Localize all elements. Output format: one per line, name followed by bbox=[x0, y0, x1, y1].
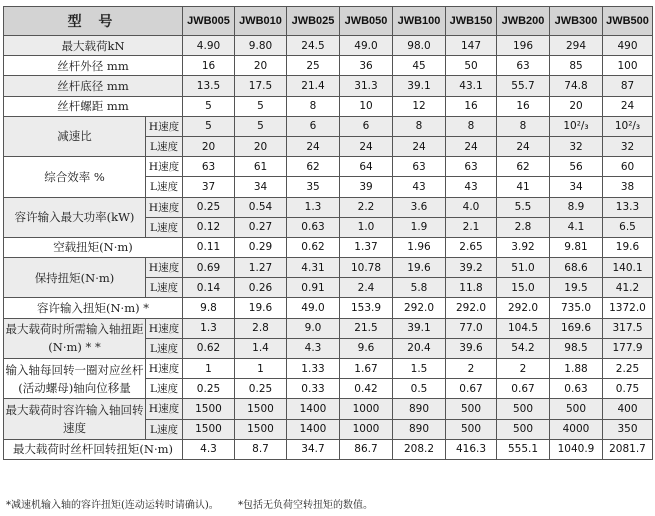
spec-row-screw_pitch bbox=[4, 96, 653, 116]
value-cell: 196 bbox=[497, 36, 550, 56]
header-model: JWB300 bbox=[550, 7, 603, 36]
value-cell: 34 bbox=[550, 177, 603, 197]
value-cell: 177.9 bbox=[603, 338, 653, 358]
value-cell: 63 bbox=[393, 157, 446, 177]
value-cell: 2 bbox=[446, 359, 497, 379]
speed-label: L速度 bbox=[146, 278, 183, 298]
value-cell: 61 bbox=[235, 157, 287, 177]
value-cell: 0.69 bbox=[183, 258, 235, 278]
spec-row-idle_torque bbox=[4, 237, 653, 257]
value-cell: 63 bbox=[446, 157, 497, 177]
value-cell: 5 bbox=[235, 116, 287, 136]
value-cell: 0.25 bbox=[183, 379, 235, 399]
value-cell: 153.9 bbox=[340, 298, 393, 318]
value-cell: 51.0 bbox=[497, 258, 550, 278]
row-label: 最大载荷kN bbox=[4, 36, 183, 56]
value-cell: 39.2 bbox=[446, 258, 497, 278]
value-cell: 0.54 bbox=[235, 197, 287, 217]
row-label: 丝杆螺距 mm bbox=[4, 96, 183, 116]
value-cell: 63 bbox=[497, 56, 550, 76]
spec-table-container bbox=[3, 6, 652, 460]
value-cell: 208.2 bbox=[393, 439, 446, 459]
value-cell: 0.63 bbox=[287, 217, 340, 237]
value-cell: 1.96 bbox=[393, 237, 446, 257]
value-cell: 19.6 bbox=[603, 237, 653, 257]
value-cell: 4.3 bbox=[183, 439, 235, 459]
value-cell: 0.91 bbox=[287, 278, 340, 298]
value-cell: 6.5 bbox=[603, 217, 653, 237]
value-cell: 8.7 bbox=[235, 439, 287, 459]
value-cell: 1 bbox=[183, 359, 235, 379]
value-cell: 68.6 bbox=[550, 258, 603, 278]
header-model: JWB150 bbox=[446, 7, 497, 36]
value-cell: 0.63 bbox=[550, 379, 603, 399]
value-cell: 49.0 bbox=[340, 36, 393, 56]
value-cell: 1500 bbox=[235, 399, 287, 419]
value-cell: 9.6 bbox=[340, 338, 393, 358]
row-label: 输入轴每回转一圈对应丝杆(活动螺母)轴向位移量 bbox=[4, 359, 146, 399]
header-model: JWB025 bbox=[287, 7, 340, 36]
value-cell: 9.8 bbox=[183, 298, 235, 318]
value-cell: 13.3 bbox=[603, 197, 653, 217]
value-cell: 292.0 bbox=[497, 298, 550, 318]
value-cell: 500 bbox=[497, 419, 550, 439]
spec-row-req_torque-0 bbox=[4, 318, 653, 338]
value-cell: 24.5 bbox=[287, 36, 340, 56]
header-row bbox=[4, 7, 653, 36]
value-cell: 16 bbox=[497, 96, 550, 116]
row-label: 最大载荷时所需输入轴扭距(N·m) * * bbox=[4, 318, 146, 358]
value-cell: 31.3 bbox=[340, 76, 393, 96]
value-cell: 37 bbox=[183, 177, 235, 197]
value-cell: 1400 bbox=[287, 419, 340, 439]
value-cell: 4.90 bbox=[183, 36, 235, 56]
value-cell: 12 bbox=[393, 96, 446, 116]
value-cell: 8 bbox=[393, 116, 446, 136]
value-cell: 500 bbox=[497, 399, 550, 419]
speed-label: H速度 bbox=[146, 197, 183, 217]
value-cell: 1.37 bbox=[340, 237, 393, 257]
value-cell: 20.4 bbox=[393, 338, 446, 358]
value-cell: 2.1 bbox=[446, 217, 497, 237]
value-cell: 8 bbox=[446, 116, 497, 136]
value-cell: 77.0 bbox=[446, 318, 497, 338]
value-cell: 36 bbox=[340, 56, 393, 76]
value-cell: 8.9 bbox=[550, 197, 603, 217]
value-cell: 10.78 bbox=[340, 258, 393, 278]
value-cell: 32 bbox=[550, 136, 603, 156]
value-cell: 41.2 bbox=[603, 278, 653, 298]
value-cell: 4.1 bbox=[550, 217, 603, 237]
value-cell: 1372.0 bbox=[603, 298, 653, 318]
value-cell: 8 bbox=[287, 96, 340, 116]
value-cell: 39.6 bbox=[446, 338, 497, 358]
value-cell: 24 bbox=[497, 136, 550, 156]
value-cell: 39.1 bbox=[393, 76, 446, 96]
footnote: *减速机输入轴的容许扭矩(连动运转时请确认)。 bbox=[6, 500, 219, 511]
speed-label: H速度 bbox=[146, 399, 183, 419]
spec-row-max_speed-0 bbox=[4, 399, 653, 419]
value-cell: 0.42 bbox=[340, 379, 393, 399]
spec-row-max_load bbox=[4, 36, 653, 56]
value-cell: 0.62 bbox=[183, 338, 235, 358]
value-cell: 500 bbox=[446, 399, 497, 419]
header-model: JWB005 bbox=[183, 7, 235, 36]
spec-row-efficiency-0 bbox=[4, 157, 653, 177]
value-cell: 43 bbox=[393, 177, 446, 197]
value-cell: 10²/₃ bbox=[550, 116, 603, 136]
value-cell: 20 bbox=[183, 136, 235, 156]
row-label: 保持扭矩(N·m) bbox=[4, 258, 146, 298]
value-cell: 39.1 bbox=[393, 318, 446, 338]
value-cell: 294 bbox=[550, 36, 603, 56]
value-cell: 735.0 bbox=[550, 298, 603, 318]
value-cell: 0.25 bbox=[235, 379, 287, 399]
value-cell: 8 bbox=[497, 116, 550, 136]
value-cell: 24 bbox=[603, 96, 653, 116]
value-cell: 4.3 bbox=[287, 338, 340, 358]
value-cell: 0.11 bbox=[183, 237, 235, 257]
value-cell: 0.67 bbox=[497, 379, 550, 399]
speed-label: H速度 bbox=[146, 116, 183, 136]
value-cell: 6 bbox=[287, 116, 340, 136]
value-cell: 24 bbox=[393, 136, 446, 156]
value-cell: 1000 bbox=[340, 419, 393, 439]
value-cell: 1.3 bbox=[183, 318, 235, 338]
speed-label: H速度 bbox=[146, 359, 183, 379]
value-cell: 292.0 bbox=[393, 298, 446, 318]
value-cell: 85 bbox=[550, 56, 603, 76]
value-cell: 2.8 bbox=[497, 217, 550, 237]
value-cell: 62 bbox=[287, 157, 340, 177]
speed-label: L速度 bbox=[146, 136, 183, 156]
value-cell: 317.5 bbox=[603, 318, 653, 338]
spec-row-disp_per_rev-0 bbox=[4, 359, 653, 379]
row-label: 减速比 bbox=[4, 116, 146, 156]
footnotes bbox=[6, 496, 373, 511]
value-cell: 1.27 bbox=[235, 258, 287, 278]
header-model: JWB100 bbox=[393, 7, 446, 36]
value-cell: 20 bbox=[235, 136, 287, 156]
value-cell: 9.80 bbox=[235, 36, 287, 56]
value-cell: 0.12 bbox=[183, 217, 235, 237]
value-cell: 43 bbox=[446, 177, 497, 197]
value-cell: 1.88 bbox=[550, 359, 603, 379]
value-cell: 1000 bbox=[340, 399, 393, 419]
speed-label: L速度 bbox=[146, 338, 183, 358]
value-cell: 41 bbox=[497, 177, 550, 197]
speed-label: H速度 bbox=[146, 318, 183, 338]
value-cell: 3.92 bbox=[497, 237, 550, 257]
row-label: 最大载荷时丝杆回转扭矩(N·m) bbox=[4, 439, 183, 459]
header-label: 型 号 bbox=[4, 7, 183, 36]
value-cell: 2.4 bbox=[340, 278, 393, 298]
value-cell: 0.26 bbox=[235, 278, 287, 298]
header-model: JWB200 bbox=[497, 7, 550, 36]
value-cell: 17.5 bbox=[235, 76, 287, 96]
value-cell: 19.6 bbox=[235, 298, 287, 318]
value-cell: 1500 bbox=[183, 419, 235, 439]
row-label: 丝杆外径 mm bbox=[4, 56, 183, 76]
value-cell: 2081.7 bbox=[603, 439, 653, 459]
value-cell: 5 bbox=[183, 116, 235, 136]
value-cell: 2.8 bbox=[235, 318, 287, 338]
value-cell: 16 bbox=[446, 96, 497, 116]
value-cell: 32 bbox=[603, 136, 653, 156]
value-cell: 24 bbox=[446, 136, 497, 156]
value-cell: 20 bbox=[235, 56, 287, 76]
spec-row-screw_root bbox=[4, 76, 653, 96]
value-cell: 5 bbox=[235, 96, 287, 116]
value-cell: 1.3 bbox=[287, 197, 340, 217]
value-cell: 0.33 bbox=[287, 379, 340, 399]
value-cell: 60 bbox=[603, 157, 653, 177]
value-cell: 0.25 bbox=[183, 197, 235, 217]
value-cell: 350 bbox=[603, 419, 653, 439]
value-cell: 555.1 bbox=[497, 439, 550, 459]
value-cell: 5 bbox=[183, 96, 235, 116]
value-cell: 62 bbox=[497, 157, 550, 177]
value-cell: 0.27 bbox=[235, 217, 287, 237]
value-cell: 3.6 bbox=[393, 197, 446, 217]
value-cell: 1500 bbox=[183, 399, 235, 419]
value-cell: 34.7 bbox=[287, 439, 340, 459]
header-model: JWB050 bbox=[340, 7, 393, 36]
value-cell: 63 bbox=[183, 157, 235, 177]
row-label: 综合效率 % bbox=[4, 157, 146, 197]
value-cell: 98.0 bbox=[393, 36, 446, 56]
value-cell: 0.14 bbox=[183, 278, 235, 298]
value-cell: 54.2 bbox=[497, 338, 550, 358]
value-cell: 86.7 bbox=[340, 439, 393, 459]
value-cell: 64 bbox=[340, 157, 393, 177]
speed-label: L速度 bbox=[146, 419, 183, 439]
value-cell: 19.5 bbox=[550, 278, 603, 298]
value-cell: 4000 bbox=[550, 419, 603, 439]
value-cell: 169.6 bbox=[550, 318, 603, 338]
value-cell: 1.9 bbox=[393, 217, 446, 237]
value-cell: 1.33 bbox=[287, 359, 340, 379]
spec-row-max_power-0 bbox=[4, 197, 653, 217]
value-cell: 0.75 bbox=[603, 379, 653, 399]
speed-label: H速度 bbox=[146, 157, 183, 177]
value-cell: 1.0 bbox=[340, 217, 393, 237]
spec-table bbox=[3, 6, 653, 460]
value-cell: 49.0 bbox=[287, 298, 340, 318]
row-label: 容许输入扭矩(N·m) * bbox=[4, 298, 183, 318]
value-cell: 19.6 bbox=[393, 258, 446, 278]
spec-row-hold_torque-0 bbox=[4, 258, 653, 278]
value-cell: 1.5 bbox=[393, 359, 446, 379]
value-cell: 140.1 bbox=[603, 258, 653, 278]
value-cell: 1.67 bbox=[340, 359, 393, 379]
value-cell: 35 bbox=[287, 177, 340, 197]
value-cell: 2.2 bbox=[340, 197, 393, 217]
value-cell: 890 bbox=[393, 419, 446, 439]
spec-table-body bbox=[4, 7, 653, 460]
value-cell: 55.7 bbox=[497, 76, 550, 96]
row-label: 容许输入最大功率(kW) bbox=[4, 197, 146, 237]
value-cell: 74.8 bbox=[550, 76, 603, 96]
value-cell: 15.0 bbox=[497, 278, 550, 298]
speed-label: L速度 bbox=[146, 177, 183, 197]
value-cell: 6 bbox=[340, 116, 393, 136]
value-cell: 38 bbox=[603, 177, 653, 197]
value-cell: 500 bbox=[446, 419, 497, 439]
value-cell: 5.8 bbox=[393, 278, 446, 298]
value-cell: 10²/₃ bbox=[603, 116, 653, 136]
value-cell: 1.4 bbox=[235, 338, 287, 358]
row-label: 最大载荷时容许输入轴回转速度 bbox=[4, 399, 146, 439]
value-cell: 9.81 bbox=[550, 237, 603, 257]
value-cell: 2.25 bbox=[603, 359, 653, 379]
row-label: 空载扭矩(N·m) bbox=[4, 237, 183, 257]
value-cell: 0.62 bbox=[287, 237, 340, 257]
value-cell: 400 bbox=[603, 399, 653, 419]
speed-label: H速度 bbox=[146, 258, 183, 278]
row-label: 丝杆底径 mm bbox=[4, 76, 183, 96]
spec-row-return_torque bbox=[4, 439, 653, 459]
value-cell: 25 bbox=[287, 56, 340, 76]
value-cell: 490 bbox=[603, 36, 653, 56]
value-cell: 1040.9 bbox=[550, 439, 603, 459]
speed-label: L速度 bbox=[146, 379, 183, 399]
spec-row-screw_od bbox=[4, 56, 653, 76]
value-cell: 100 bbox=[603, 56, 653, 76]
value-cell: 416.3 bbox=[446, 439, 497, 459]
value-cell: 20 bbox=[550, 96, 603, 116]
value-cell: 50 bbox=[446, 56, 497, 76]
value-cell: 10 bbox=[340, 96, 393, 116]
value-cell: 500 bbox=[550, 399, 603, 419]
value-cell: 13.5 bbox=[183, 76, 235, 96]
value-cell: 34 bbox=[235, 177, 287, 197]
value-cell: 4.31 bbox=[287, 258, 340, 278]
value-cell: 11.8 bbox=[446, 278, 497, 298]
value-cell: 87 bbox=[603, 76, 653, 96]
value-cell: 1 bbox=[235, 359, 287, 379]
value-cell: 0.29 bbox=[235, 237, 287, 257]
value-cell: 43.1 bbox=[446, 76, 497, 96]
value-cell: 98.5 bbox=[550, 338, 603, 358]
value-cell: 4.0 bbox=[446, 197, 497, 217]
value-cell: 56 bbox=[550, 157, 603, 177]
value-cell: 292.0 bbox=[446, 298, 497, 318]
value-cell: 890 bbox=[393, 399, 446, 419]
value-cell: 0.67 bbox=[446, 379, 497, 399]
header-model: JWB500 bbox=[603, 7, 653, 36]
spec-row-ratio-0 bbox=[4, 116, 653, 136]
value-cell: 1500 bbox=[235, 419, 287, 439]
value-cell: 147 bbox=[446, 36, 497, 56]
value-cell: 24 bbox=[340, 136, 393, 156]
value-cell: 2.65 bbox=[446, 237, 497, 257]
value-cell: 16 bbox=[183, 56, 235, 76]
value-cell: 1400 bbox=[287, 399, 340, 419]
value-cell: 21.4 bbox=[287, 76, 340, 96]
value-cell: 45 bbox=[393, 56, 446, 76]
speed-label: L速度 bbox=[146, 217, 183, 237]
spec-row-allow_torque bbox=[4, 298, 653, 318]
header-model: JWB010 bbox=[235, 7, 287, 36]
footnote: *包括无负荷空转扭矩的数值。 bbox=[238, 500, 373, 511]
value-cell: 2 bbox=[497, 359, 550, 379]
value-cell: 39 bbox=[340, 177, 393, 197]
value-cell: 24 bbox=[287, 136, 340, 156]
value-cell: 9.0 bbox=[287, 318, 340, 338]
value-cell: 104.5 bbox=[497, 318, 550, 338]
value-cell: 5.5 bbox=[497, 197, 550, 217]
value-cell: 21.5 bbox=[340, 318, 393, 338]
value-cell: 0.5 bbox=[393, 379, 446, 399]
